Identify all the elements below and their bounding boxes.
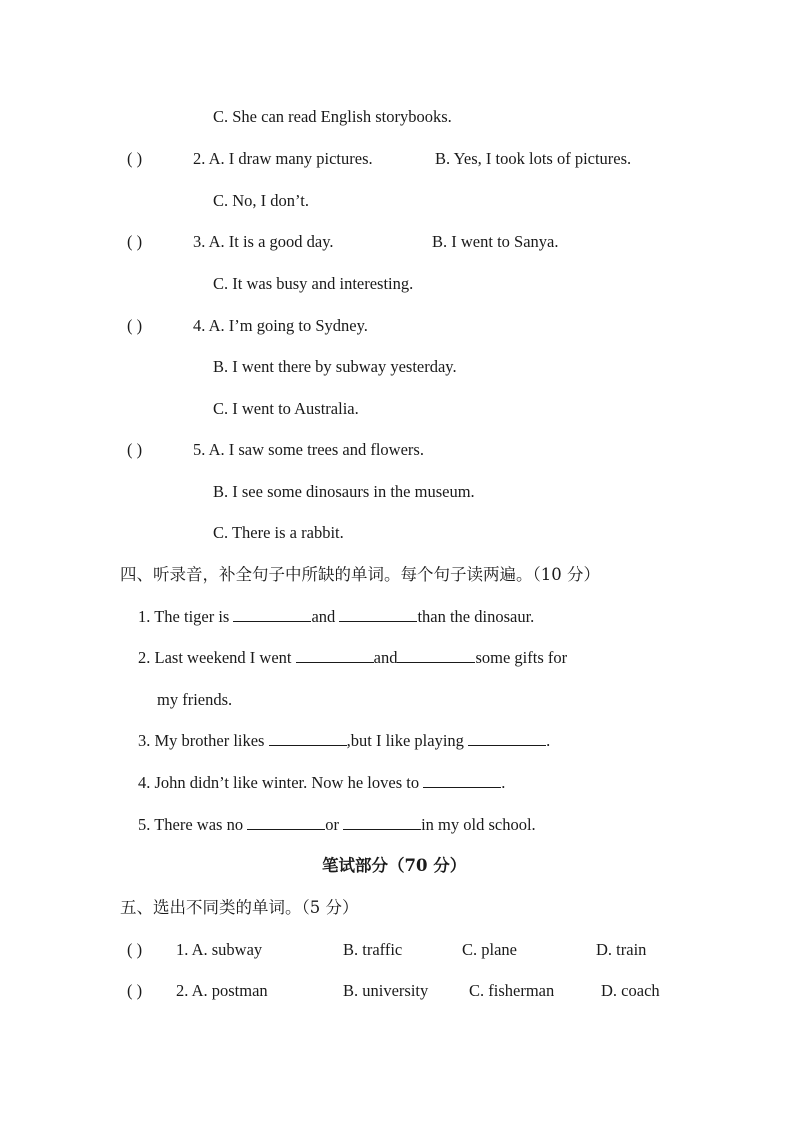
sentence-text: . bbox=[546, 731, 551, 750]
answer-paren[interactable]: ( ) bbox=[127, 232, 143, 251]
fill-sentence-5 bbox=[138, 815, 536, 835]
fill-blank[interactable] bbox=[339, 607, 417, 622]
fill-sentence-4 bbox=[138, 773, 505, 793]
q2-option-b: B. Yes, I took lots of pictures. bbox=[435, 149, 632, 168]
q4-option-b: B. I went there by subway yesterday. bbox=[213, 357, 457, 376]
q2-option-c: C. No, I don’t. bbox=[213, 191, 309, 210]
sentence-text: 5. There was no bbox=[138, 815, 248, 834]
fill-blank[interactable] bbox=[423, 773, 501, 788]
q3-option-a: 3. A. It is a good day. bbox=[193, 232, 334, 251]
q3-option-c: C. It was busy and interesting. bbox=[213, 274, 414, 293]
s5-q1-option-b: B. traffic bbox=[343, 940, 403, 959]
sentence-text: . bbox=[501, 773, 506, 792]
sentence-text: than the dinosaur. bbox=[417, 607, 535, 626]
answer-paren[interactable]: ( ) bbox=[127, 981, 143, 1000]
q5-option-c: C. There is a rabbit. bbox=[213, 523, 344, 542]
answer-paren[interactable]: ( ) bbox=[127, 440, 143, 459]
answer-paren[interactable]: ( ) bbox=[127, 940, 143, 959]
fill-sentence-3 bbox=[138, 731, 550, 751]
fill-sentence-2-continued: my friends. bbox=[157, 690, 233, 709]
s5-q2-option-d: D. coach bbox=[601, 981, 660, 1000]
q5-option-b: B. I see some dinosaurs in the museum. bbox=[213, 482, 475, 501]
section4-heading: 四、听录音，补全句子中所缺的单词。每个句子读两遍。（10 分） bbox=[120, 565, 600, 584]
q1-option-c: C. She can read English storybooks. bbox=[213, 107, 452, 126]
sentence-text: 2. Last weekend I went bbox=[138, 648, 296, 667]
fill-blank[interactable] bbox=[296, 648, 374, 663]
sentence-text: some gifts for bbox=[475, 648, 568, 667]
fill-blank[interactable] bbox=[397, 648, 475, 663]
fill-blank[interactable] bbox=[269, 731, 347, 746]
sentence-text: and bbox=[373, 648, 398, 667]
written-part-title: 笔试部分（70 分） bbox=[322, 856, 467, 875]
sentence-text: 3. My brother likes bbox=[138, 731, 269, 750]
q2-option-a: 2. A. I draw many pictures. bbox=[193, 149, 373, 168]
sentence-text: 4. John didn’t like winter. Now he loves to bbox=[138, 773, 424, 792]
s5-q1-option-c: C. plane bbox=[462, 940, 517, 959]
fill-sentence-2 bbox=[138, 648, 567, 668]
fill-blank[interactable] bbox=[247, 815, 325, 830]
answer-paren[interactable]: ( ) bbox=[127, 316, 143, 335]
fill-blank[interactable] bbox=[233, 607, 311, 622]
q4-option-a: 4. A. I’m going to Sydney. bbox=[193, 316, 368, 335]
sentence-text: or bbox=[325, 815, 344, 834]
s5-q1-option-d: D. train bbox=[596, 940, 647, 959]
q3-option-b: B. I went to Sanya. bbox=[432, 232, 559, 251]
s5-q2-option-c: C. fisherman bbox=[469, 981, 555, 1000]
fill-blank[interactable] bbox=[343, 815, 421, 830]
sentence-text: and bbox=[311, 607, 340, 626]
answer-paren[interactable]: ( ) bbox=[127, 149, 143, 168]
q5-option-a: 5. A. I saw some trees and flowers. bbox=[193, 440, 424, 459]
sentence-text: 1. The tiger is bbox=[138, 607, 234, 626]
s5-q2-option-b: B. university bbox=[343, 981, 429, 1000]
q4-option-c: C. I went to Australia. bbox=[213, 399, 359, 418]
fill-blank[interactable] bbox=[468, 731, 546, 746]
section5-heading: 五、选出不同类的单词。（5 分） bbox=[120, 898, 359, 917]
sentence-text: in my old school. bbox=[421, 815, 536, 834]
sentence-text: ,but I like playing bbox=[346, 731, 469, 750]
s5-q2-option-a: 2. A. postman bbox=[176, 981, 268, 1000]
fill-sentence-1 bbox=[138, 607, 534, 627]
s5-q1-option-a: 1. A. subway bbox=[176, 940, 263, 959]
